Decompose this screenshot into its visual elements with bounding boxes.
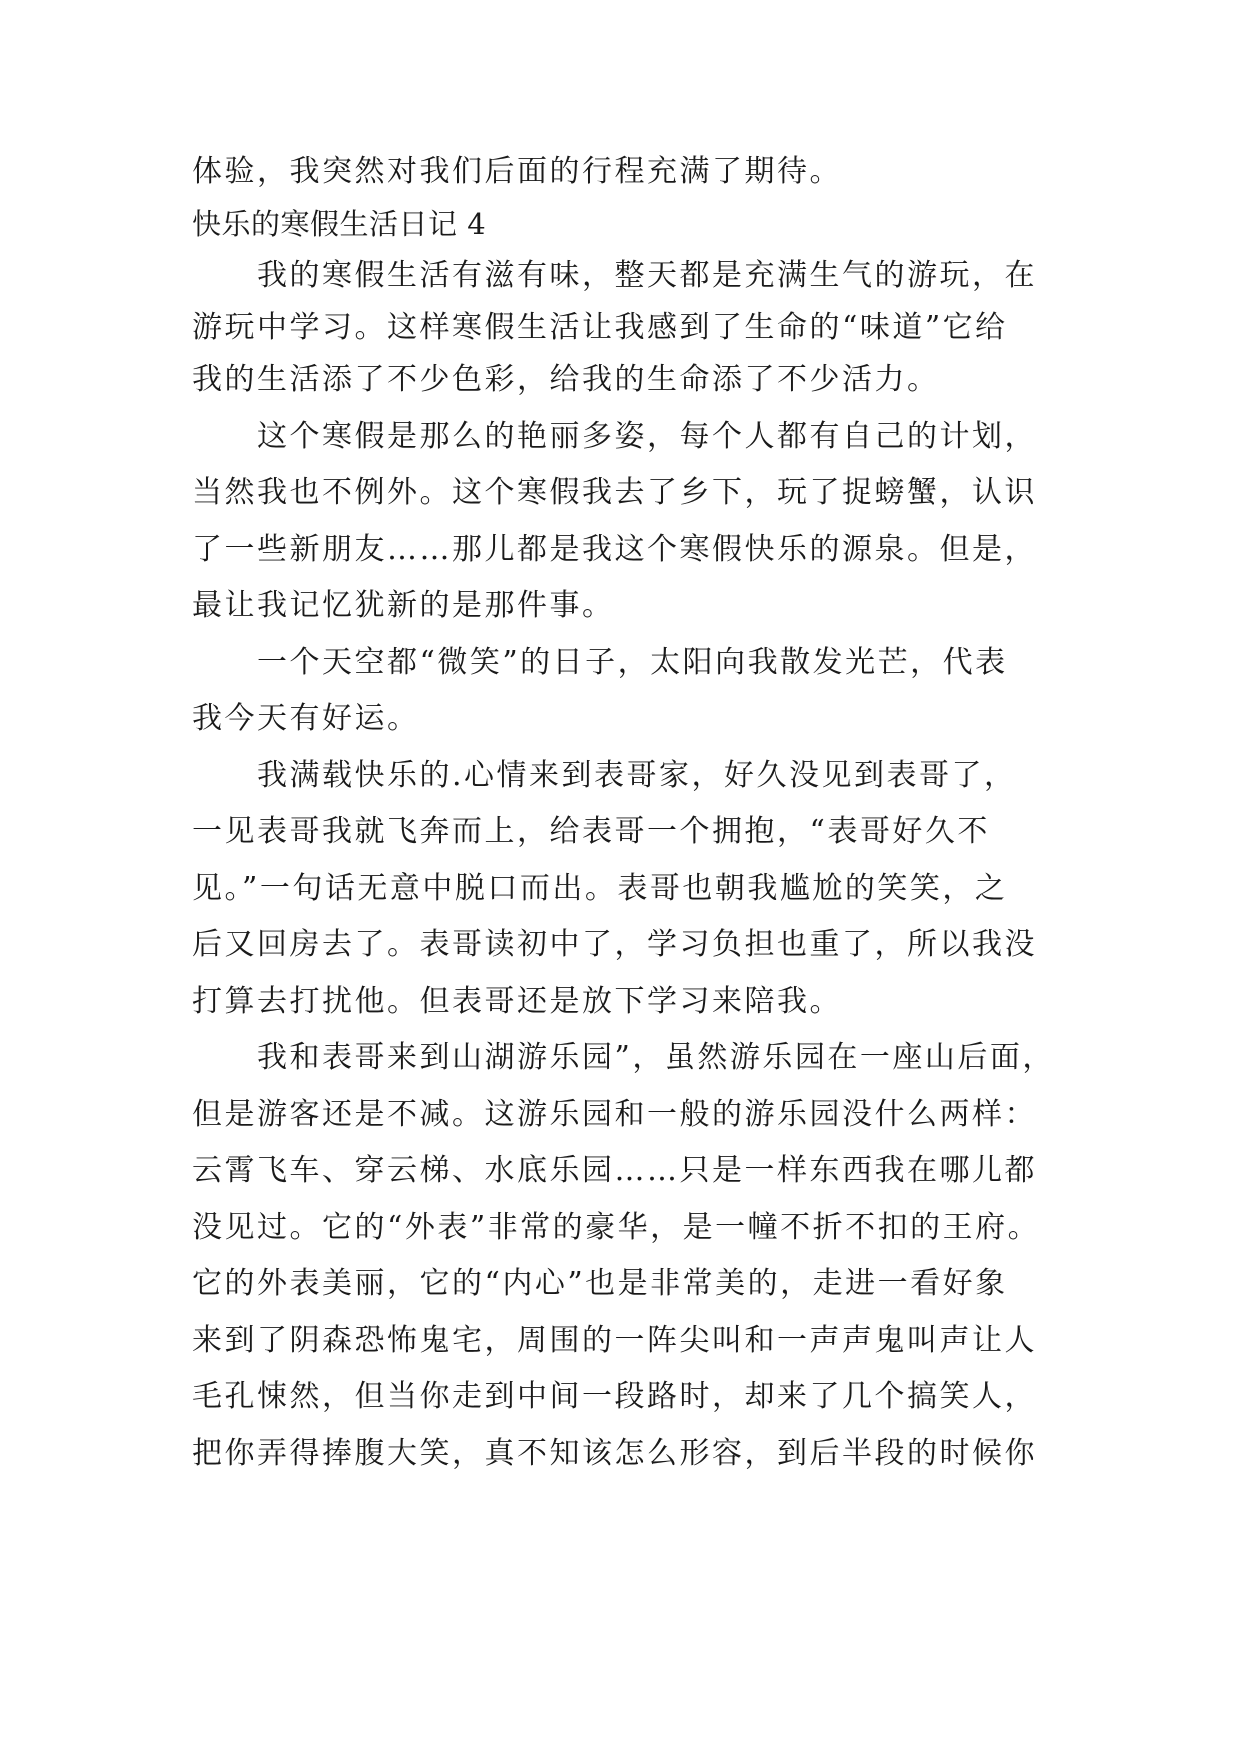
text-line: 我的生活添了不少色彩，给我的生命添了不少活力。 <box>192 362 940 397</box>
text-line: 当然我也不例外。这个寒假我去了乡下，玩了捉螃蟹，认识 <box>192 475 1037 510</box>
text-line: 一个天空都“微笑”的日子，太阳向我散发光芒，代表 <box>192 645 1008 680</box>
text-line: 一见表哥我就飞奔而上，给表哥一个拥抱，“表哥好久不 <box>192 814 990 849</box>
text-line: 后又回房去了。表哥读初中了，学习负担也重了，所以我没 <box>192 927 1037 962</box>
text-line: 云霄飞车、穿云梯、水底乐园……只是一样东西我在哪儿都 <box>192 1153 1037 1188</box>
section-heading: 快乐的寒假生活日记 4 <box>192 207 487 241</box>
text-line: 我的寒假生活有滋有味，整天都是充满生气的游玩，在 <box>192 258 1037 293</box>
text-line: 我和表哥来到山湖游乐园”，虽然游乐园在一座山后面， <box>192 1040 1055 1075</box>
text-line: 体验，我突然对我们后面的行程充满了期待。 <box>192 154 842 189</box>
text-line: 游玩中学习。这样寒假生活让我感到了生命的“味道”它给 <box>192 310 1008 345</box>
text-line: 这个寒假是那么的艳丽多姿，每个人都有自己的计划， <box>192 419 1037 454</box>
text-line: 没见过。它的“外表”非常的豪华，是一幢不折不扣的王府。 <box>192 1210 1041 1245</box>
text-line: 打算去打扰他。但表哥还是放下学习来陪我。 <box>192 984 842 1019</box>
text-line: 我满载快乐的.心情来到表哥家，好久没见到表哥了， <box>192 758 1017 793</box>
text-line: 毛孔悚然，但当你走到中间一段路时，却来了几个搞笑人， <box>192 1379 1037 1414</box>
text-line: 了一些新朋友……那儿都是我这个寒假快乐的源泉。但是， <box>192 532 1037 567</box>
text-line: 但是游客还是不减。这游乐园和一般的游乐园没什么两样： <box>192 1097 1037 1132</box>
text-line: 把你弄得捧腹大笑，真不知该怎么形容，到后半段的时候你 <box>192 1436 1037 1471</box>
text-line: 最让我记忆犹新的是那件事。 <box>192 588 615 623</box>
text-line: 它的外表美丽，它的“内心”也是非常美的，走进一看好象 <box>192 1266 1008 1301</box>
text-line: 来到了阴森恐怖鬼宅，周围的一阵尖叫和一声声鬼叫声让人 <box>192 1323 1037 1358</box>
text-line: 我今天有好运。 <box>192 701 420 736</box>
text-line: 见。”一句话无意中脱口而出。表哥也朝我尴尬的笑笑，之 <box>192 871 1008 906</box>
